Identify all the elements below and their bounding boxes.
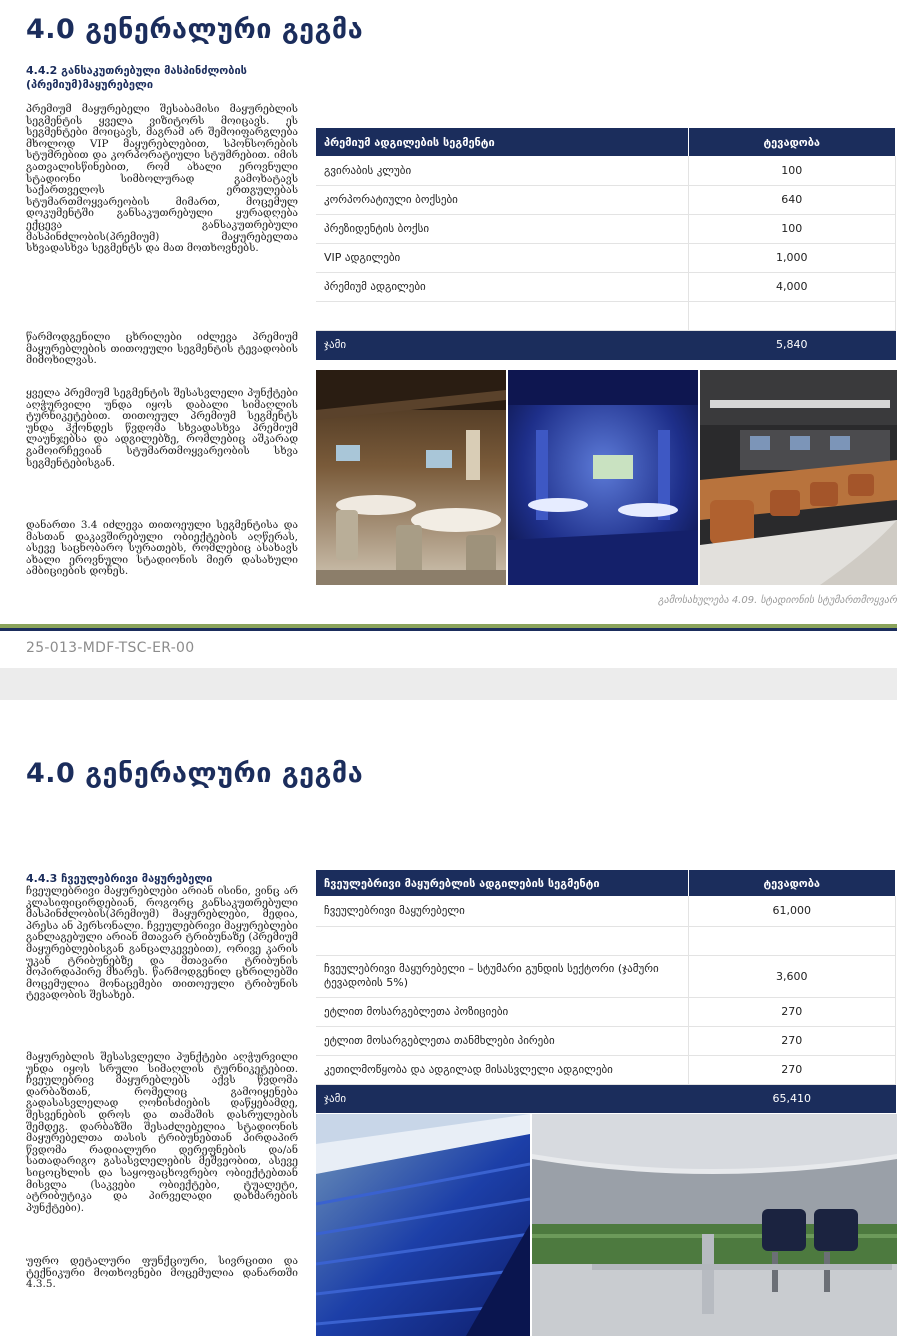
table-row [316,243,896,272]
total-value: 5,840 [688,330,896,359]
table-row [316,1026,896,1055]
paragraph: უფრო დეტალური ფუნქციური, სივრცითი და ტექნიკური მოთხოვნები მოცემულია დანართში 4.3.5. [26,1255,298,1291]
lounge-photo [316,370,506,585]
paragraph: ყველა პრემიუმ სეგმენტის შესასვლელი პუნქტები აღჭურვილი უნდა იყოს დაბალი სიმაღლის ტურნიკეტებით. თითოეულ პრემიუმ სეგმენტს უნდა ჰქონდეს წვდომა სხვადასხვა პრემიუმ ლაუნჯებსა და ადგილებზე, რომლებიც აშკარად გამოირჩევიან სტუმართმოყვარეობის სხვა სეგმენტებისგან. [26,387,298,469]
table-total-row [316,330,896,359]
column-header-segment: პრემიუმ ადგილების სეგმენტი [316,128,688,156]
figure-caption: გამოსახულება 4.09. სტადიონის სტუმართმოყვარ [657,595,897,606]
segment-cell: კორპორატიული ბოქსები [316,185,688,214]
paragraph: დანართი 3.4 იძლევა თითოეული სეგმენტისა და მასთან დაკავშირებული ობიექტების აღწერას, ასევე საცნობარო სურათებს, რომლებიც ასახავს ახალი ეროვნული სტადიონის მიერ დასახული ამბიციების დონეს. [26,519,298,578]
segment-cell: ეტლით მოსარგებლეთა თანმხლები პირები [316,1026,688,1055]
total-label: ჯამი [316,330,688,359]
table-row [316,955,896,997]
capacity-cell: 270 [688,1055,896,1084]
capacity-cell: 270 [688,1026,896,1055]
pitch-view-seats-photo [532,1114,897,1336]
table-row [316,1055,896,1084]
table-row [316,272,896,301]
table-row [316,896,896,926]
bar-photo [700,370,897,585]
paragraph: პრემიუმ მაყურებელი შესაბამისი მაყურებლის სეგმენტის ყველა ვიზიტორს მოიცავს. ეს სეგმენტები მოიცავს, მაგრამ არ შემოიფარგლება მხოლოდ VIP მაყურებლებით, სპონსორების სტუმრებით და კორპორატიული სტუმრებით. იმის გათვალისწინებით, რომ ახალი ეროვნული სტადიონი სიმბოლურად გამოხატავს საქართველოს ერთგულებას სტუმართმოყვარეობის მიმართ, მოცემულ დოკუმენტში განსაკუთრებული ყურადღება ექცევა განსაკუთრებული მასპინძლობის(პრემიუმ) მაყურებელთა სხვადასხვა სეგმენტს და მათ მოთხოვნებს. [26,103,298,255]
table-row-empty [316,301,896,330]
table-total-row [316,1084,896,1112]
segment-cell: ჩვეულებრივი მაყურებელი [316,896,688,926]
segment-cell [316,926,688,955]
paragraph: მაყურებლის შესასვლელი პუნქტები აღჭურვილი უნდა იყოს სრული სიმაღლის ტურნიკეტებით. ჩვეულებრივ მაყურებლებს აქვს წვდომა დარბაზთან, რომელიც გამოიყენება გადასასვლელად ღონისძიების დაწყებამდე, შესვენების დროს და თამაშის დასრულების შემდეგ. დარბაზში შესაძლებელია სტადიონის მაყურებელთა თასის ტრიბუნებთან პირდაპირ წვდომა რადიალური დერეფნების და/ან სათადარიგო გასასვლელების მეშვეობით, ასევე სიცოცხლის და საყოფაცხოვრებო ობიექტებთან მისვლა (საკვები ობიექტები, ტუალეტი, ატრიბუტიკა და პირველადი დახმარების პუნქტები). [26,1051,298,1214]
paragraph: წარმოდგენილი ცხრილები იძლევა პრემიუმ მაყურებლების თითოეული სეგმენტის ტევადობის მიმოხილვას. [26,331,298,367]
table-header-row [316,870,896,896]
column-header-segment: ჩვეულებრივი მაყურებლის ადგილების სეგმენტი [316,870,688,896]
segment-cell: VIP ადგილები [316,243,688,272]
total-value: 65,410 [688,1084,896,1112]
table-row [316,185,896,214]
capacity-cell [688,301,896,330]
total-label: ჯამი [316,1084,688,1112]
section-title: 4.4.3 ჩვეულებრივი მაყურებელი [26,872,213,885]
banquet-hall-photo [508,370,698,585]
document-page-2 [0,700,897,1336]
capacity-cell: 100 [688,214,896,243]
table-row [316,156,896,185]
segment-cell: გვირაბის კლუბი [316,156,688,185]
column-header-capacity: ტევადობა [688,128,896,156]
capacity-cell: 100 [688,156,896,185]
stadium-seats-photo [316,1114,530,1336]
table-row [316,214,896,243]
premium-capacity-table [316,128,896,360]
document-id: 25-013-MDF-TSC-ER-00 [26,640,195,656]
segment-cell [316,301,688,330]
capacity-cell: 270 [688,997,896,1026]
footer-rule-blue [0,628,897,631]
segment-cell: პრეზიდენტის ბოქსი [316,214,688,243]
capacity-cell: 1,000 [688,243,896,272]
column-header-capacity: ტევადობა [688,870,896,896]
capacity-cell: 61,000 [688,896,896,926]
page-title: 4.0 გენერალური გეგმა [26,14,364,45]
page-separator [0,668,897,700]
capacity-cell: 640 [688,185,896,214]
segment-cell: პრემიუმ ადგილები [316,272,688,301]
segment-cell: ჩვეულებრივი მაყურებელი – სტუმარი გუნდის სექტორი (ჯამური ტევადობის 5%) [316,955,688,997]
page-title: 4.0 გენერალური გეგმა [26,758,364,789]
table-row-empty [316,926,896,955]
table-header-row [316,128,896,156]
table-row [316,997,896,1026]
segment-cell: ეტლით მოსარგებლეთა პოზიციები [316,997,688,1026]
capacity-cell [688,926,896,955]
general-capacity-table [316,870,896,1113]
paragraph: ჩვეულებრივი მაყურებლები არიან ისინი, ვინც არ კლასიფიცირდებიან, როგორც განსაკუთრებული მასპინძლობის(პრემიუმ) მაყურებლები, მედია, პრესა ან პერსონალი. ჩვეულებრივი მაყურებლები განლაგებული არიან მთავარ ტრიბუნაზე (პრემიუმ მაყურებლებისგან განცალკევებით), ორივე კარის უკან ტრიბუნებზე და მთავარი ტრიბუნის მოპირდაპირე მხარეს. წარმოდგენილ ცხრილებში მოცემულია მონაცემები თითოეული ტრიბუნის ტევადობის შესახებ. [26,885,298,1002]
segment-cell: კეთილმოწყობა და ადგილად მისასვლელი ადგილები [316,1055,688,1084]
capacity-cell: 4,000 [688,272,896,301]
section-title: 4.4.2 განსაკუთრებული მასპინძლობის (პრემიუმ)მაყურებელი [26,64,247,91]
capacity-cell: 3,600 [688,955,896,997]
